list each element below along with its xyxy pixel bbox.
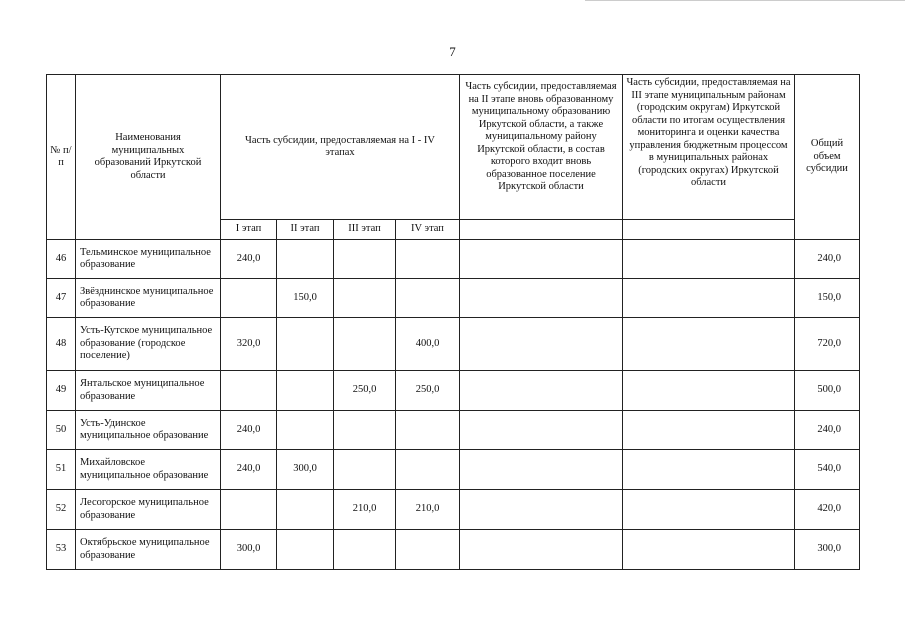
table-row [47, 279, 860, 318]
table-row [47, 450, 860, 490]
table-row [47, 490, 860, 530]
row-stage1 [221, 490, 277, 530]
row-num: 46 [47, 240, 76, 279]
row-name: Янтальское муниципальное образование [76, 371, 221, 411]
row-new-entity [460, 411, 623, 450]
row-stage2 [277, 371, 334, 411]
row-stage3: 250,0 [334, 371, 396, 411]
row-monitoring [623, 490, 795, 530]
row-stage4 [396, 450, 460, 490]
row-stage1: 240,0 [221, 240, 277, 279]
subsidy-table [46, 74, 860, 570]
row-stage1: 300,0 [221, 530, 277, 570]
row-new-entity [460, 530, 623, 570]
table-row [47, 240, 860, 279]
row-stage3 [334, 318, 396, 371]
row-stage3 [334, 240, 396, 279]
row-total: 500,0 [795, 371, 860, 411]
header-stage3-monitoring: Часть субсидии, предоставляемая на III этапе муниципальным районам (городским округам) Иркутской области по итогам осуществления мониторинга и оценки качества управления бюджетным процессом в муниципальных районах (городских округах) Иркутской области [623, 75, 795, 220]
row-stage3 [334, 279, 396, 318]
header-stage-2: II этап [277, 220, 334, 240]
row-total: 540,0 [795, 450, 860, 490]
row-name: Михайловское муниципальное образование [76, 450, 221, 490]
row-num: 53 [47, 530, 76, 570]
row-stage1: 240,0 [221, 450, 277, 490]
header-total: Общий объем субсидии [795, 75, 860, 240]
row-monitoring [623, 318, 795, 371]
row-new-entity [460, 240, 623, 279]
header-stage-3: III этап [334, 220, 396, 240]
header-name: Наименования муниципальных образований Иркутской области [76, 75, 221, 240]
row-name: Тельминское муниципальное образование [76, 240, 221, 279]
row-num: 52 [47, 490, 76, 530]
row-total: 240,0 [795, 240, 860, 279]
row-name: Лесогорское муниципальное образование [76, 490, 221, 530]
header-stage-1: I этап [221, 220, 277, 240]
row-name: Усть-Удинское муниципальное образование [76, 411, 221, 450]
row-stage2: 150,0 [277, 279, 334, 318]
header-stage2-new: Часть субсидии, предоставляемая на II этапе вновь образованному муниципальному образованию Иркутской области, а также муниципальному району Иркутской области, в состав которого входит вновь образованное поселение Иркутской области [460, 75, 623, 220]
row-total: 420,0 [795, 490, 860, 530]
row-stage3 [334, 530, 396, 570]
table-row [47, 371, 860, 411]
row-stage1: 240,0 [221, 411, 277, 450]
header-stages-group: Часть субсидии, предоставляемая на I - IV этапах [221, 75, 460, 220]
row-monitoring [623, 371, 795, 411]
row-stage3 [334, 411, 396, 450]
row-monitoring [623, 279, 795, 318]
row-new-entity [460, 318, 623, 371]
row-stage4: 250,0 [396, 371, 460, 411]
row-num: 51 [47, 450, 76, 490]
row-stage4 [396, 279, 460, 318]
page-number: 7 [449, 44, 456, 59]
row-monitoring [623, 450, 795, 490]
row-stage2 [277, 240, 334, 279]
row-num: 50 [47, 411, 76, 450]
table-row [47, 530, 860, 570]
row-name: Усть-Кутское муниципальное образование (городское поселение) [76, 318, 221, 371]
row-stage3 [334, 450, 396, 490]
row-stage4 [396, 411, 460, 450]
row-stage2 [277, 318, 334, 371]
row-name: Звёзднинское муниципальное образование [76, 279, 221, 318]
row-stage2: 300,0 [277, 450, 334, 490]
row-num: 49 [47, 371, 76, 411]
header-num: № п/п [47, 75, 76, 240]
header-stage-4: IV этап [396, 220, 460, 240]
row-name: Октябрьское муниципальное образование [76, 530, 221, 570]
row-new-entity [460, 279, 623, 318]
row-total: 300,0 [795, 530, 860, 570]
row-stage2 [277, 490, 334, 530]
row-stage1: 320,0 [221, 318, 277, 371]
row-num: 48 [47, 318, 76, 371]
row-stage2 [277, 411, 334, 450]
row-new-entity [460, 490, 623, 530]
row-monitoring [623, 240, 795, 279]
row-total: 150,0 [795, 279, 860, 318]
row-monitoring [623, 411, 795, 450]
row-stage1 [221, 279, 277, 318]
scan-edge-line [585, 0, 905, 2]
row-stage3: 210,0 [334, 490, 396, 530]
row-new-entity [460, 371, 623, 411]
row-stage4 [396, 530, 460, 570]
table-row [47, 318, 860, 371]
row-total: 240,0 [795, 411, 860, 450]
header-stage3-monitoring-sub [623, 220, 795, 240]
row-stage2 [277, 530, 334, 570]
row-stage4: 400,0 [396, 318, 460, 371]
table-row [47, 411, 860, 450]
row-new-entity [460, 450, 623, 490]
row-num: 47 [47, 279, 76, 318]
row-stage1 [221, 371, 277, 411]
row-stage4 [396, 240, 460, 279]
row-monitoring [623, 530, 795, 570]
row-stage4: 210,0 [396, 490, 460, 530]
header-stage2-new-sub [460, 220, 623, 240]
row-total: 720,0 [795, 318, 860, 371]
